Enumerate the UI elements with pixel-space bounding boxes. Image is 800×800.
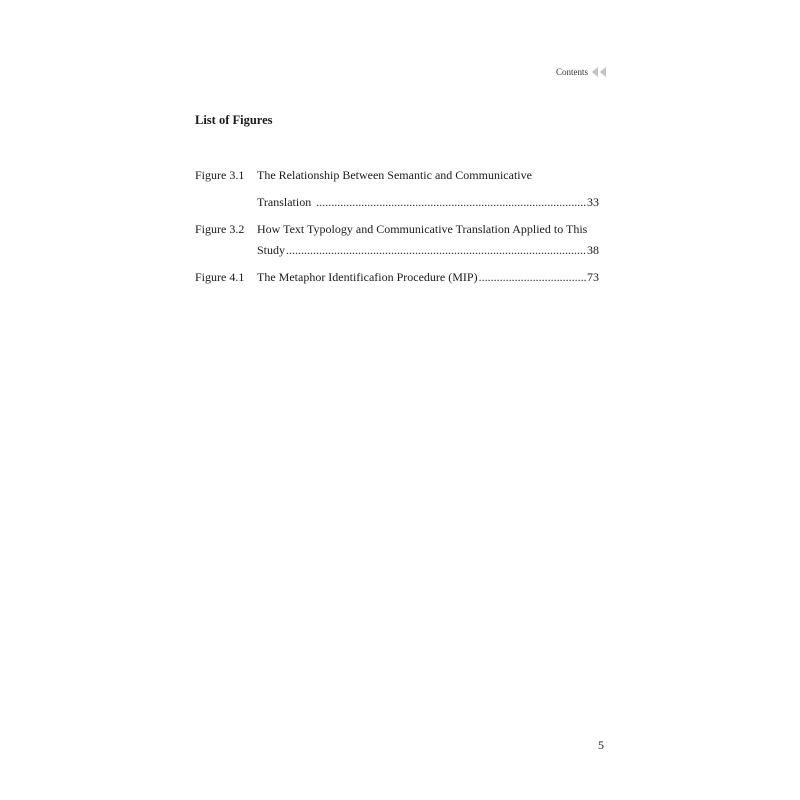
figure-label: Figure 3.1 <box>195 168 245 182</box>
figure-page-number: 73 <box>587 270 599 284</box>
dot-leader <box>479 269 586 285</box>
figure-caption-line <box>257 221 599 237</box>
figure-entry <box>257 242 599 258</box>
figure-label: Figure 4.1 <box>195 270 245 284</box>
dot-leader <box>286 242 586 258</box>
running-title: Contents <box>555 67 588 77</box>
figure-caption-line <box>257 167 599 183</box>
dot-leader <box>316 194 586 210</box>
figure-page-number: 33 <box>587 195 599 209</box>
double-left-triangle-icon <box>592 67 606 77</box>
figure-caption: The Relationship Between Semantic and Communicative <box>257 168 532 182</box>
page-title: List of Figures <box>195 113 273 127</box>
figure-entry <box>257 194 599 210</box>
figure-caption: Study <box>257 243 286 257</box>
figure-caption: Translation <box>257 195 312 209</box>
figure-label: Figure 3.2 <box>195 222 245 236</box>
running-header <box>556 67 606 77</box>
figure-entry <box>257 269 599 285</box>
figure-caption: How Text Typology and Communicative Translation Applied to This <box>257 222 588 236</box>
figure-page-number: 38 <box>587 243 599 257</box>
page-number: 5 <box>598 738 604 752</box>
figure-caption: The Metaphor Identificafion Procedure (MIP) <box>257 270 478 284</box>
